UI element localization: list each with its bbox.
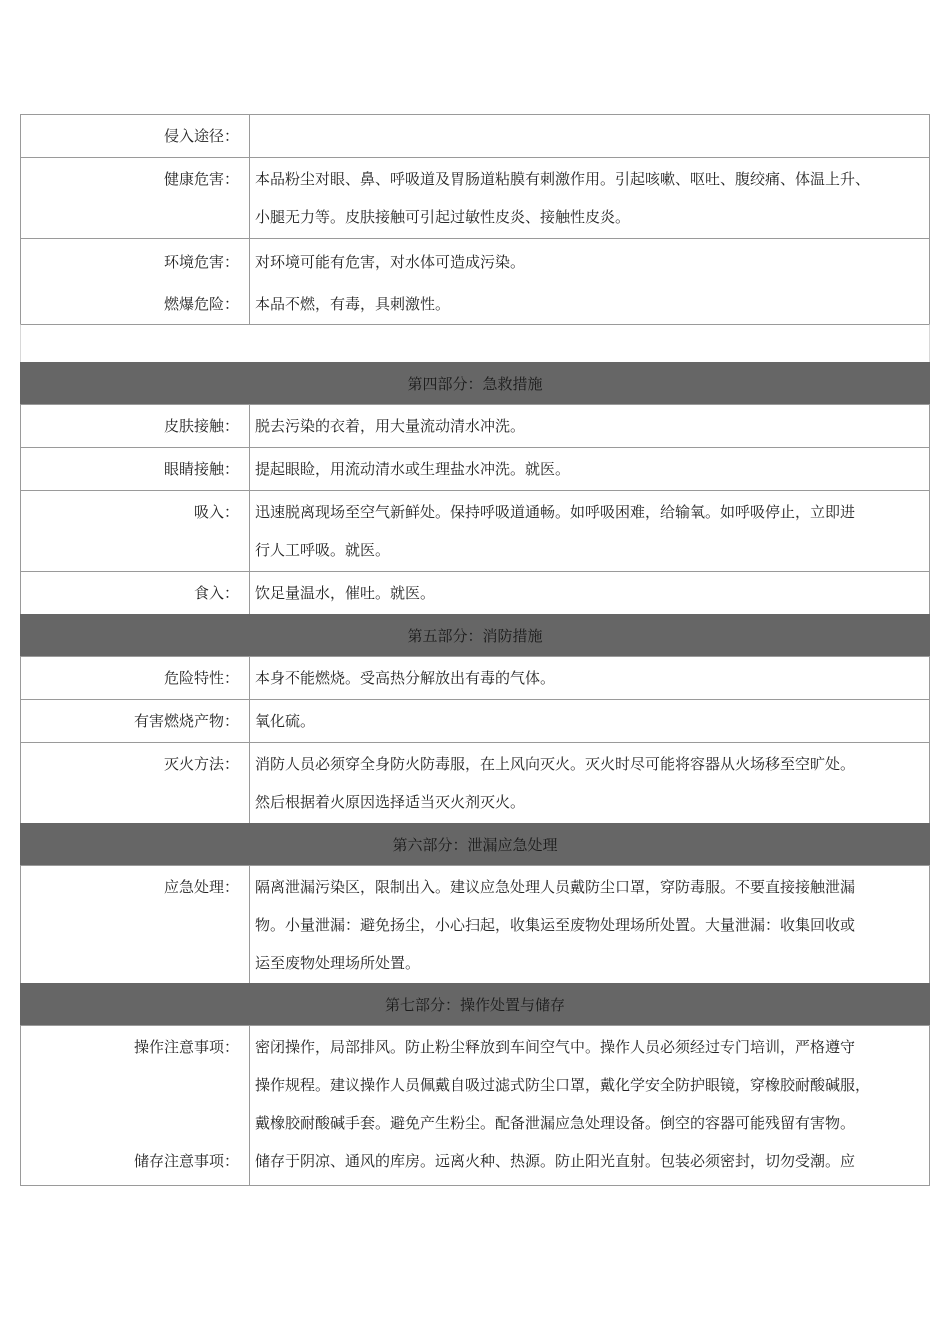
table-row (20, 699, 930, 742)
row-value: 脱去污染的衣着，用大量流动清水冲洗。 (249, 405, 929, 447)
row-value: 本品粉尘对眼、鼻、呼吸道及胃肠道粘膜有刺激作用。引起咳嗽、呕吐、腹绞痛、体温上升、 小腿无力等。皮肤接触可引起过敏性皮炎、接触性皮炎。 (249, 158, 929, 238)
row-label: 健康危害： (163, 170, 239, 188)
row-label: 操作注意事项： 储存注意事项： (133, 1038, 239, 1170)
row-label: 环境危害： 燃爆危险： (163, 253, 239, 313)
table-row (20, 571, 930, 614)
row-value (249, 115, 929, 157)
table-row (20, 157, 930, 238)
row-value: 消防人员必须穿全身防火防毒服，在上风向灭火。灭火时尽可能将容器从火场移至空旷处。 然后根据着火原因选择适当灭火剂灭火。 (249, 743, 929, 823)
section-header: 第四部分：急救措施 (20, 362, 930, 404)
table-row (20, 447, 930, 490)
table-row (20, 404, 930, 447)
row-value: 迅速脱离现场至空气新鲜处。保持呼吸道通畅。如呼吸困难，给输氧。如呼吸停止，立即进 行人工呼吸。就医。 (249, 491, 929, 571)
row-value: 隔离泄漏污染区，限制出入。建议应急处理人员戴防尘口罩，穿防毒服。不要直接接触泄漏 物。小量泄漏：避免扬尘，小心扫起，收集运至废物处理场所处置。大量泄漏：收集回收或 运至废物处理场所处置。 (249, 866, 929, 983)
table-row (20, 490, 930, 571)
row-label: 灭火方法： (163, 755, 239, 773)
table-row (20, 656, 930, 699)
section-header: 第五部分：消防措施 (20, 614, 930, 656)
row-label: 侵入途径： (163, 127, 239, 145)
row-label: 有害燃烧产物： (133, 712, 239, 730)
section-header: 第六部分：泄漏应急处理 (20, 823, 930, 865)
table-row (20, 742, 930, 823)
row-label: 眼睛接触： (163, 460, 239, 478)
row-value: 密闭操作，局部排风。防止粉尘释放到车间空气中。操作人员必须经过专门培训，严格遵守 操作规程。建议操作人员佩戴自吸过滤式防尘口罩，戴化学安全防护眼镜，穿橡胶耐酸碱服， 戴橡胶耐酸碱手套。避免产生粉尘。配备泄漏应急处理设备。倒空的容器可能残留有害物。 储存于阴凉、通风的库房。远离火种、热源。防止阳光直射。包装必须密封，切勿受潮。应 (249, 1026, 929, 1185)
table-row (20, 865, 930, 983)
table-row (20, 238, 930, 324)
row-value: 本身不能燃烧。受高热分解放出有毒的气体。 (249, 657, 929, 699)
row-value: 对环境可能有危害，对水体可造成污染。 本品不燃，有毒，具刺激性。 (249, 239, 929, 324)
row-value: 提起眼睑，用流动清水或生理盐水冲洗。就医。 (249, 448, 929, 490)
section-header: 第七部分：操作处置与储存 (20, 983, 930, 1025)
row-label: 应急处理： (163, 878, 239, 896)
spacer-row (20, 324, 930, 362)
row-label: 皮肤接触： (163, 417, 239, 435)
table-row (20, 1025, 930, 1186)
row-label: 危险特性： (163, 669, 239, 687)
row-value: 饮足量温水，催吐。就医。 (249, 572, 929, 614)
row-label: 食入： (193, 584, 239, 602)
msds-table (20, 114, 930, 1186)
row-value: 氧化硫。 (249, 700, 929, 742)
row-label: 吸入： (193, 503, 239, 521)
table-row (20, 114, 930, 157)
